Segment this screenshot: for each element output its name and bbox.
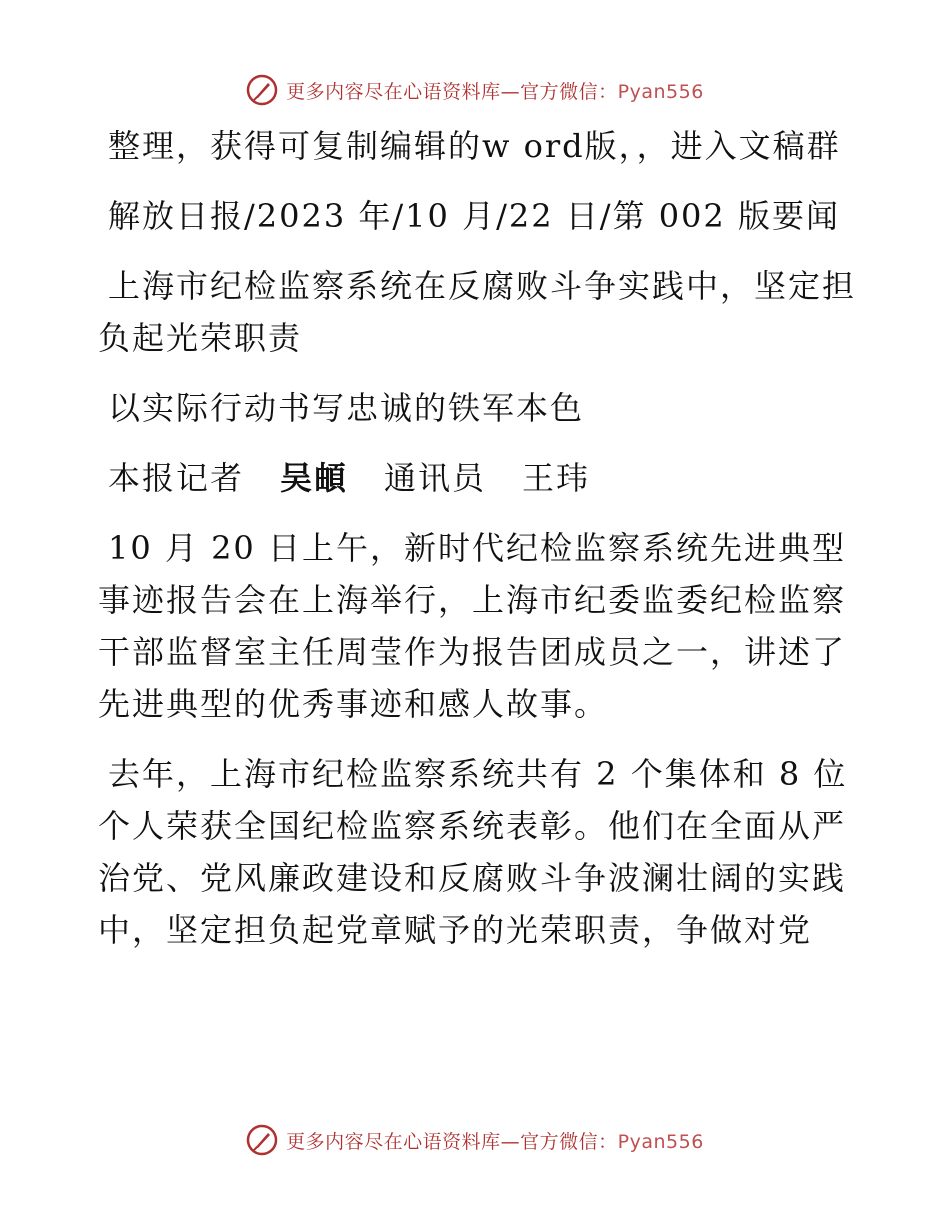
reporter-name: 吴頔: [280, 459, 349, 497]
byline: [98, 452, 858, 504]
quill-logo-icon: [246, 74, 278, 106]
document-body: [98, 120, 858, 974]
quill-logo-icon: [246, 1124, 278, 1156]
top-watermark-banner: [0, 70, 950, 110]
bottom-watermark-banner: [0, 1120, 950, 1160]
intro-paragraph: 整理，获得可复制编辑的w ord版，，进入文稿群: [108, 127, 841, 165]
reporter-label: 本报记者: [108, 459, 245, 497]
headline: 上海市纪检监察系统在反腐败斗争实践中，坚定担负起光荣职责: [98, 267, 857, 357]
event-paragraph: 10 月 20 日上午，新时代纪检监察系统先进典型事迹报告会在上海举行，上海市纪委监委纪检监察干部监督室主任周莹作为报告团成员之一，讲述了先进典型的优秀事迹和感人故事。: [98, 529, 847, 723]
correspondent-label: 通讯员: [384, 459, 487, 497]
subheadline: 以实际行动书写忠诚的铁军本色: [108, 389, 585, 427]
watermark-text: 更多内容尽在心语资料库—官方微信：Pyan556: [286, 80, 704, 103]
dateline: 解放日报/2023 年/10 月/22 日/第 002 版要闻: [108, 197, 840, 235]
watermark-text: 更多内容尽在心语资料库—官方微信：Pyan556: [286, 1130, 704, 1153]
awards-paragraph: 去年，上海市纪检监察系统共有 2 个集体和 8 位个人荣获全国纪检监察系统表彰。他们在全面从严治党、党风廉政建设和反腐败斗争波澜壮阔的实践中，坚定担负起党章赋予的光荣职责，争做对党: [98, 755, 848, 949]
correspondent-name: 王玮: [522, 459, 591, 497]
